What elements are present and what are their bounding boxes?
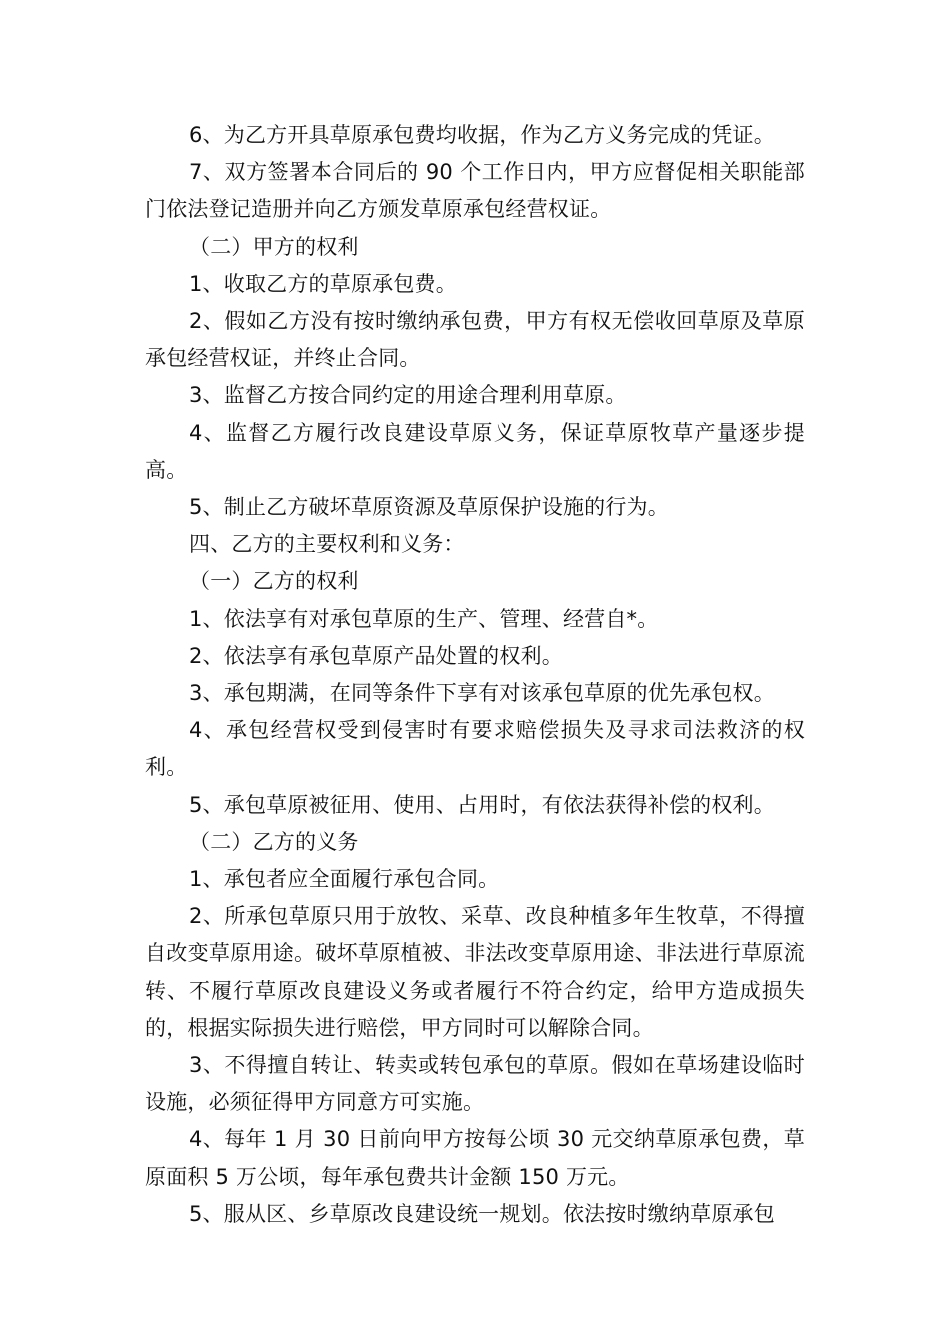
paragraph-party-b-right-1: 1、依法享有对承包草原的生产、管理、经营自*。 <box>189 606 659 631</box>
paragraph-party-a-right-4: 4、监督乙方履行改良建设草原义务，保证草原牧草产量逐步提高。 <box>145 420 805 482</box>
paragraph-party-b-right-4: 4、承包经营权受到侵害时有要求赔偿损失及寻求司法救济的权利。 <box>145 718 805 780</box>
paragraph-party-b-right-5: 5、承包草原被征用、使用、占用时，有依法获得补偿的权利。 <box>189 792 775 817</box>
paragraph-party-b-right-3: 3、承包期满，在同等条件下享有对该承包草原的优先承包权。 <box>189 681 775 706</box>
paragraph-party-b-right-2: 2、依法享有承包草原产品处置的权利。 <box>189 643 563 668</box>
paragraph-party-a-right-2: 2、假如乙方没有按时缴纳承包费，甲方有权无偿收回草原及草原承包经营权证，并终止合同。 <box>145 309 805 371</box>
section-heading-party-b-duties: （二）乙方的义务 <box>189 829 359 854</box>
paragraph-party-a-right-5: 5、制止乙方破坏草原资源及草原保护设施的行为。 <box>189 495 669 520</box>
section-heading-party-b-rights-duties: 四、乙方的主要权利和义务： <box>189 532 465 557</box>
paragraph-party-b-duty-1: 1、承包者应全面履行承包合同。 <box>189 867 500 892</box>
paragraph-party-b-duty-2: 2、所承包草原只用于放牧、采草、改良种植多年生牧草，不得擅自改变草原用途。破坏草原植被、非法改变草原用途、非法进行草原流转、不履行草原改良建设义务或者履行不符合约定，给甲方造成损失的，根据实际损失进行赔偿，甲方同时可以解除合同。 <box>145 904 805 1040</box>
paragraph-party-b-duty-5: 5、服从区、乡草原改良建设统一规划。依法按时缴纳草原承包 <box>189 1201 775 1226</box>
paragraph-party-b-duty-3: 3、不得擅自转让、转卖或转包承包的草原。假如在草场建设临时设施，必须征得甲方同意方可实施。 <box>145 1053 805 1115</box>
paragraph-party-b-duty-4: 4、每年 1 月 30 日前向甲方按每公顷 30 元交纳草原承包费，草原面积 5 万公顷，每年承包费共计金额 150 万元。 <box>145 1127 805 1189</box>
paragraph-party-a-right-3: 3、监督乙方按合同约定的用途合理利用草原。 <box>189 383 627 408</box>
paragraph-party-a-right-1: 1、收取乙方的草原承包费。 <box>189 271 457 296</box>
paragraph-item-6-receipt: 6、为乙方开具草原承包费均收据，作为乙方义务完成的凭证。 <box>189 123 775 147</box>
paragraph-item-7-registration: 7、双方签署本合同后的 90 个工作日内，甲方应督促相关职能部门依法登记造册并向乙方颁发草原承包经营权证。 <box>145 160 805 222</box>
section-heading-party-b-rights: （一）乙方的权利 <box>189 569 359 594</box>
section-heading-party-a-rights: （二）甲方的权利 <box>189 234 359 259</box>
document-body <box>145 117 805 1233</box>
